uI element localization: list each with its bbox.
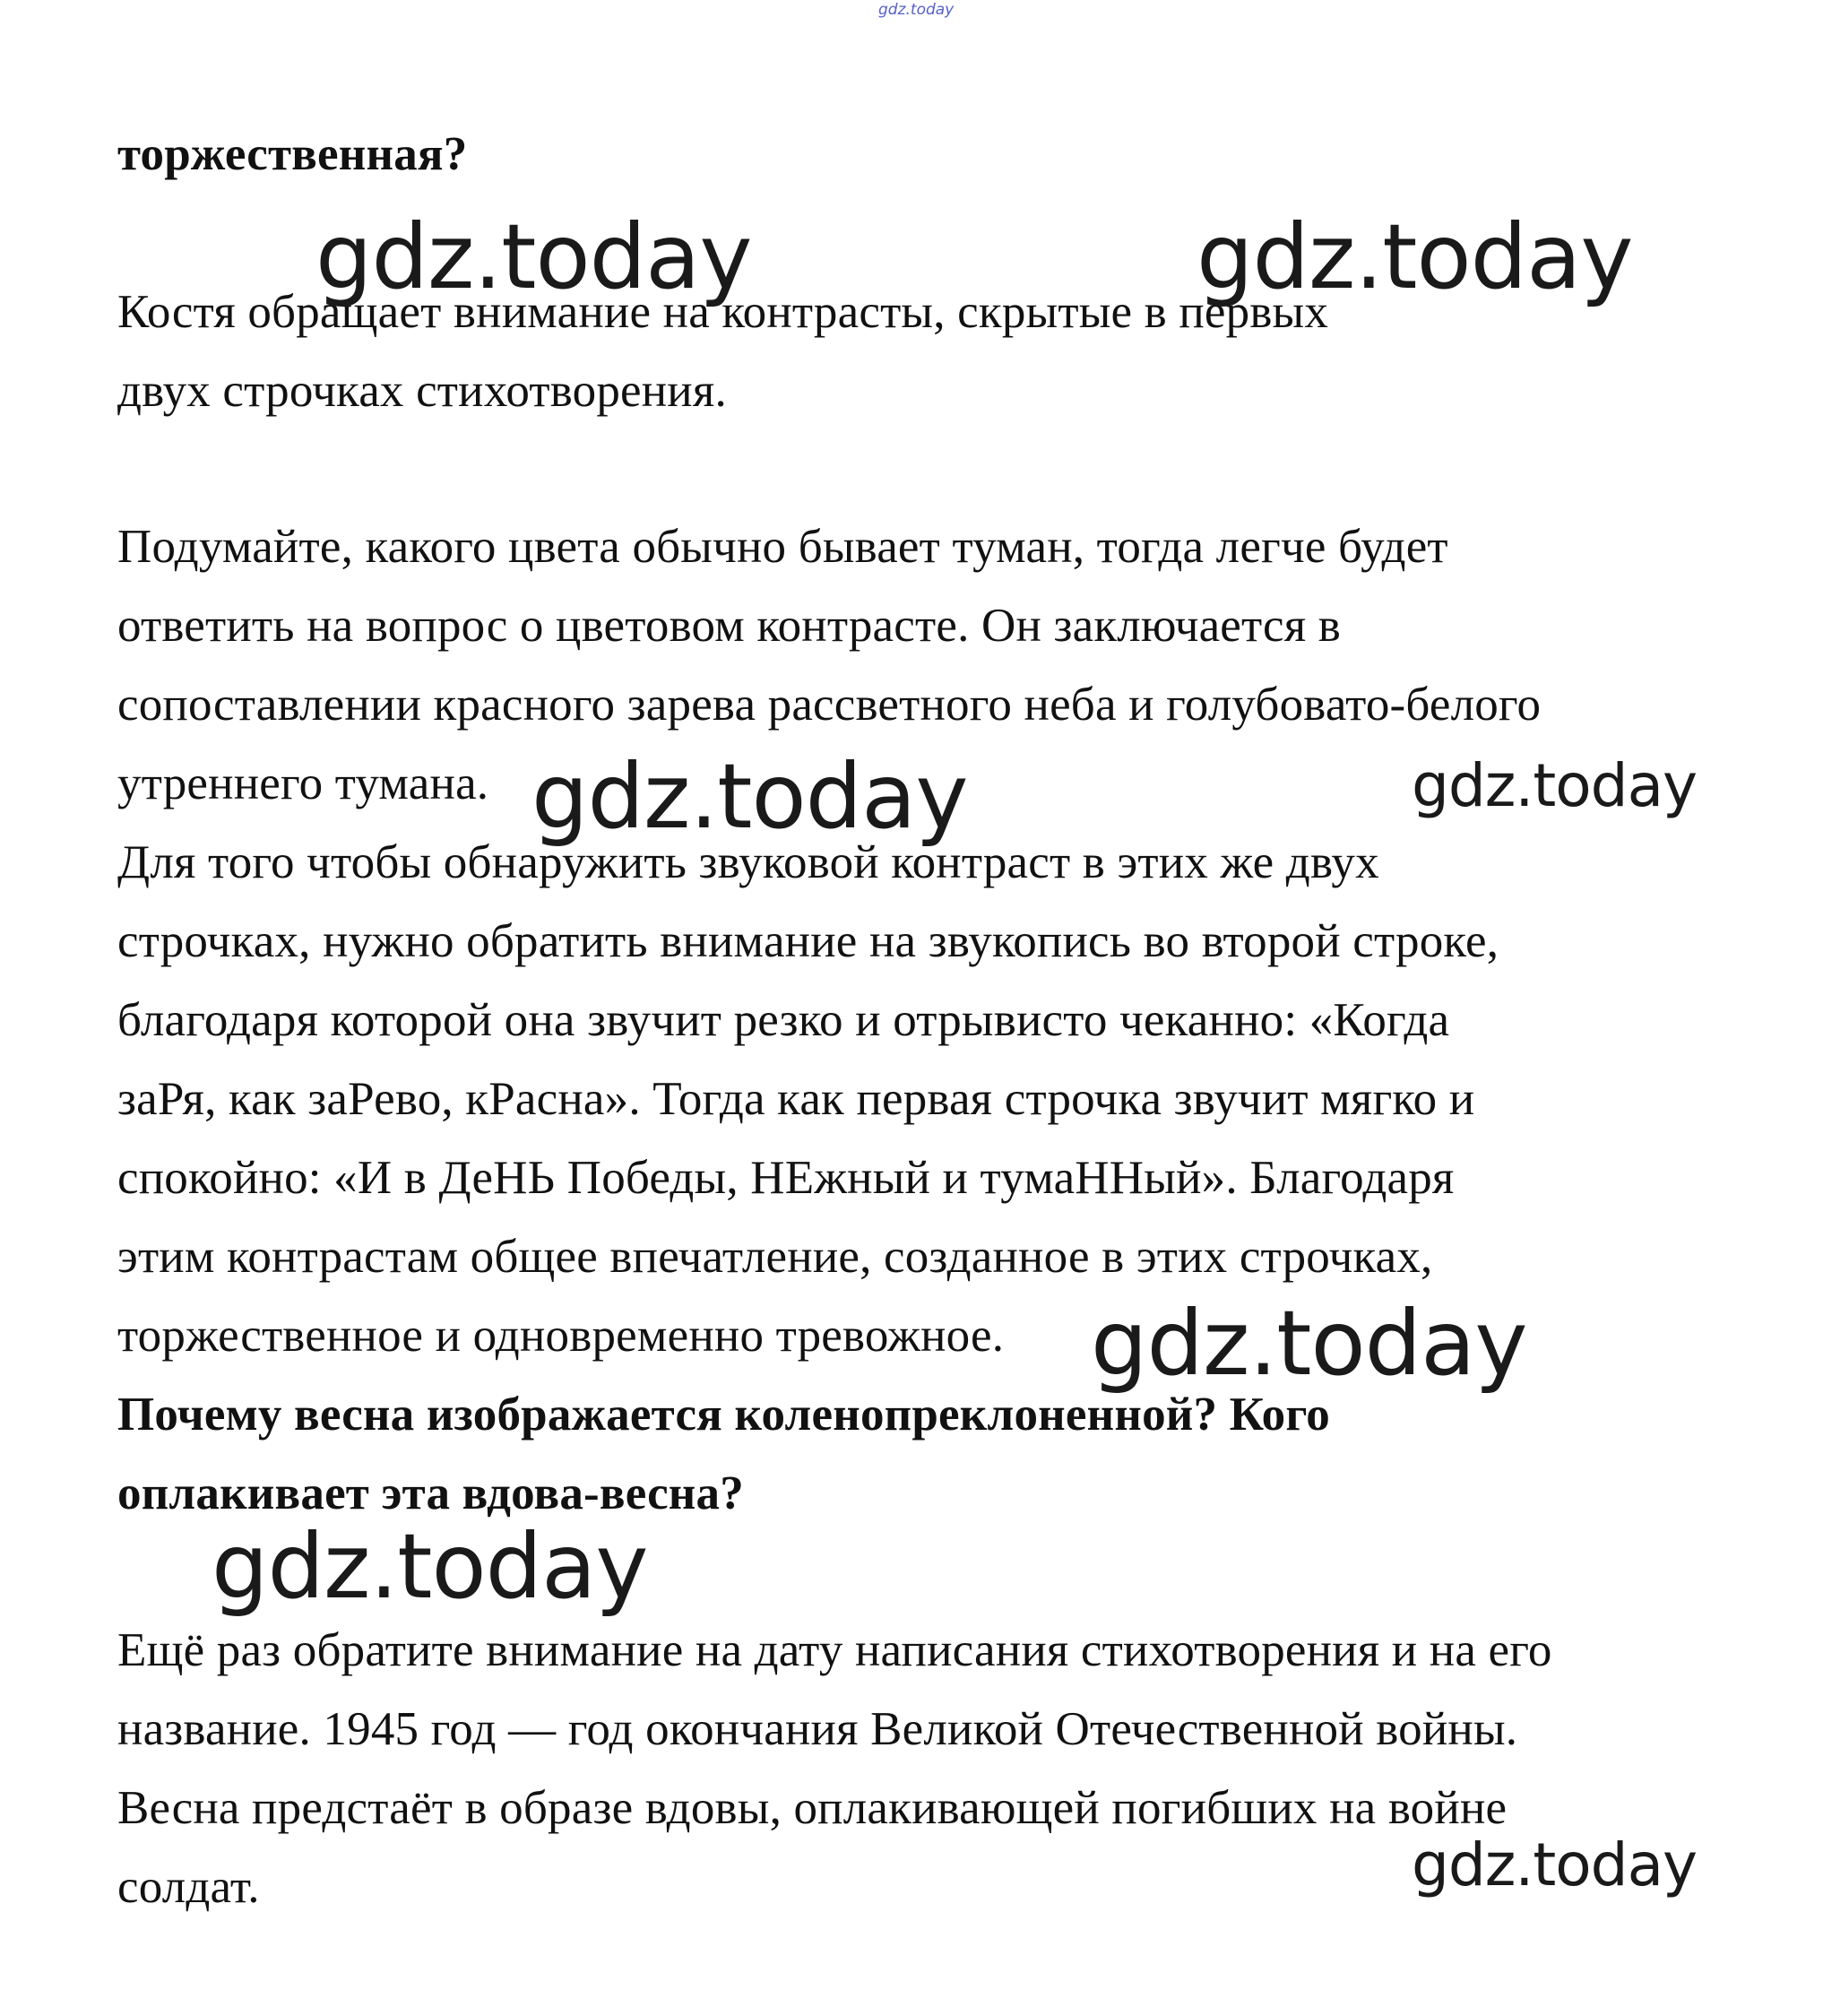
paragraph-line: Весна предстаёт в образе вдовы, оплакивающей погибших на войне [117, 1782, 1508, 1834]
paragraph-line: Для того чтобы обнаружить звуковой контраст в этих же двух [117, 836, 1379, 888]
paragraph-line: строчках, нужно обратить внимание на звукопись во второй строке, [117, 915, 1499, 967]
paragraph-line: спокойно: «И в ДеНЬ Победы, НЕжный и тумаННый». Благодаря [117, 1152, 1455, 1204]
watermark: gdz.today [1091, 1291, 1527, 1396]
watermark: gdz.today [1197, 204, 1633, 309]
paragraph-line: ответить на вопрос о цветовом контрасте. Он заключается в [117, 600, 1341, 652]
paragraph-line: Ещё раз обратите внимание на дату написания стихотворения и на его [117, 1624, 1552, 1676]
paragraph-line: этим контрастам общее впечатление, созданное в этих строчках, [117, 1231, 1433, 1283]
watermark: gdz.today [531, 744, 968, 849]
paragraph-line: двух строчках стихотворения. [117, 365, 727, 417]
question-tail: торжественная? [117, 128, 468, 180]
paragraph-line: Костя обращает внимание на контрасты, скрытые в первых [117, 286, 1329, 338]
question-heading: Почему весна изображается коленопреклоненной? Кого [117, 1389, 1331, 1441]
paragraph-line: благодаря которой она звучит резко и отрывисто чеканно: «Когда [117, 994, 1450, 1046]
watermark: gdz.today [1412, 751, 1698, 820]
paragraph-line: утреннего тумана. [117, 757, 489, 809]
watermark: gdz.today [1412, 1830, 1698, 1899]
paragraph-line: Подумайте, какого цвета обычно бывает туман, тогда легче будет [117, 521, 1448, 573]
paragraph-line: солдат. [117, 1861, 260, 1913]
question-heading: оплакивает эта вдова-весна? [117, 1467, 744, 1519]
watermark: gdz.today [315, 204, 752, 309]
watermark: gdz.today [212, 1514, 648, 1619]
header-watermark: gdz.today [878, 1, 955, 19]
paragraph-line: сопоставлении красного зарева рассветного неба и голубовато-белого [117, 679, 1542, 731]
paragraph-line: название. 1945 год — год окончания Великой Отечественной войны. [117, 1703, 1518, 1755]
paragraph-line: заРя, как заРево, кРасна». Тогда как первая строчка звучит мягко и [117, 1073, 1475, 1125]
paragraph-line: торжественное и одновременно тревожное. [117, 1310, 1005, 1362]
